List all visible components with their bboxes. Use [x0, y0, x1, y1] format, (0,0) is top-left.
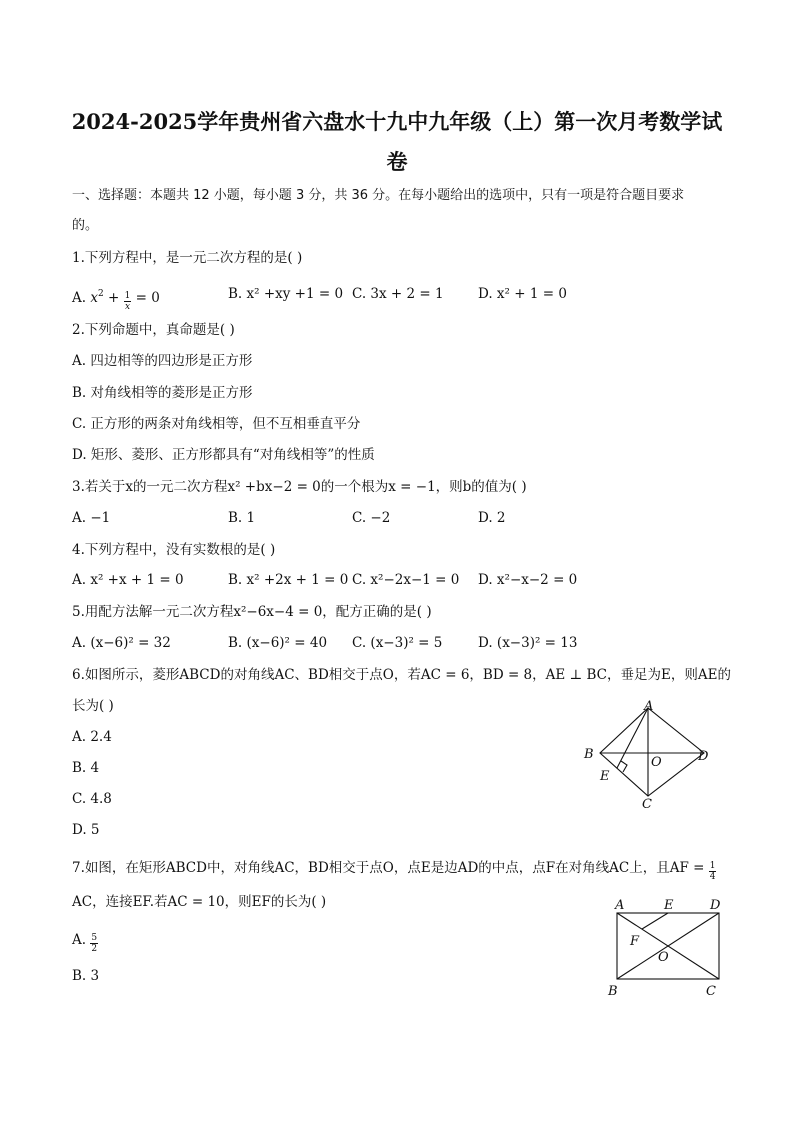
altitude-ae [617, 708, 648, 768]
fig7-label-f: F [630, 934, 640, 949]
section-heading: 一、选择题：本题共 12 小题，每小题 3 分，共 36 分。在每小题给出的选项中，只有一项是符合题目要求 [72, 188, 685, 203]
q2-stem: 2.下列命题中，真命题是( ) [72, 322, 235, 338]
q2-option-c: C. 正方形的两条对角线相等，但不互相垂直平分 [72, 416, 361, 432]
section-heading-cont: 的。 [72, 218, 99, 233]
fig7-label-e: E [664, 898, 674, 913]
fig7-label-c: C [706, 984, 716, 999]
q4-option-d: D. x²−x−2 = 0 [478, 572, 578, 588]
q1-option-d: D. x² + 1 = 0 [478, 286, 567, 302]
q2-option-a: A. 四边相等的四边形是正方形 [72, 353, 253, 369]
q1-option-c: C. 3x + 2 = 1 [352, 286, 444, 302]
q6-option-d: D. 5 [72, 822, 100, 838]
fig6-label-b: B [584, 747, 594, 762]
fig6-label-a: A [644, 699, 654, 714]
q7-stem-text: 7.如图，在矩形ABCD中，对角线AC，BD相交于点O，点E是边AD的中点，点F在对角线AC上，且AF = [72, 860, 709, 876]
right-angle-mark [621, 761, 627, 772]
fig7-label-o: O [658, 950, 669, 965]
q3-option-a: A. −1 [72, 510, 111, 526]
rectangle-figure [604, 895, 734, 1003]
fig6-label-c: C [642, 797, 652, 810]
segment-ef [642, 913, 668, 929]
q5-stem: 5.用配方法解一元二次方程x²−6x−4 = 0，配方正确的是( ) [72, 604, 432, 620]
q3-stem: 3.若关于x的一元二次方程x² +bx−2 = 0的一个根为x = −1，则b的值为( ) [72, 479, 527, 495]
fig6-label-d: D [698, 749, 709, 764]
q1-stem: 1.下列方程中，是一元二次方程的是( ) [72, 250, 303, 266]
q1-option-b: B. x² +xy +1 = 0 [228, 286, 344, 302]
q1-option-a-fraction: $\frac{1}{x}$ [124, 291, 131, 312]
q7-stem [72, 858, 716, 882]
q6-option-a: A. 2.4 [72, 729, 112, 745]
q2-option-b: B. 对角线相等的菱形是正方形 [72, 385, 253, 401]
q7-af-fraction: $\frac{1}{4}$ [709, 861, 716, 882]
fig7-label-a: A [615, 898, 625, 913]
q4-stem: 4.下列方程中，没有实数根的是( ) [72, 542, 276, 558]
fig6-label-o: O [651, 755, 662, 770]
q3-option-c: C. −2 [352, 510, 391, 526]
q5-option-d: D. (x−3)² = 13 [478, 635, 578, 651]
q7-option-b: B. 3 [72, 968, 100, 984]
q3-option-d: D. 2 [478, 510, 506, 526]
page-title-cont: 卷 [386, 149, 408, 174]
q5-option-a: A. (x−6)² = 32 [72, 635, 171, 651]
q7-option-a-label: A. [72, 932, 91, 948]
q7-option-a [72, 930, 98, 954]
q4-option-b: B. x² +2x + 1 = 0 [228, 572, 349, 588]
q1-option-a-label: A. [72, 290, 91, 306]
q4-option-a: A. x² +x + 1 = 0 [72, 572, 184, 588]
page-title: 2024-2025学年贵州省六盘水十九中九年级（上）第一次月考数学试 [71, 109, 723, 134]
q6-stem: 6.如图所示，菱形ABCD的对角线AC、BD相交于点O，若AC = 6，BD = 8，AE ⊥ BC，垂足为E，则AE的 [72, 667, 731, 683]
q6-option-b: B. 4 [72, 760, 100, 776]
fig6-label-e: E [600, 769, 610, 784]
fig7-label-d: D [710, 898, 721, 913]
q7-option-a-fraction: $\frac{5}{2}$ [91, 933, 98, 954]
fig7-label-b: B [608, 984, 618, 999]
q5-option-c: C. (x−3)² = 5 [352, 635, 443, 651]
q6-stem-cont: 长为( ) [72, 698, 114, 714]
rhombus-figure [578, 698, 718, 810]
q5-option-b: B. (x−6)² = 40 [228, 635, 328, 651]
q3-option-b: B. 1 [228, 510, 256, 526]
q4-option-c: C. x²−2x−1 = 0 [352, 572, 460, 588]
q2-option-d: D. 矩形、菱形、正方形都具有“对角线相等”的性质 [72, 447, 375, 463]
q6-option-c: C. 4.8 [72, 791, 112, 807]
rhombus-outline [600, 708, 704, 796]
q1-option-a: A. $x^2$ + $\frac{1}{x}$ = 0 [72, 289, 160, 312]
q7-stem-cont: AC，连接EF.若AC = 10，则EF的长为( ) [72, 894, 327, 910]
